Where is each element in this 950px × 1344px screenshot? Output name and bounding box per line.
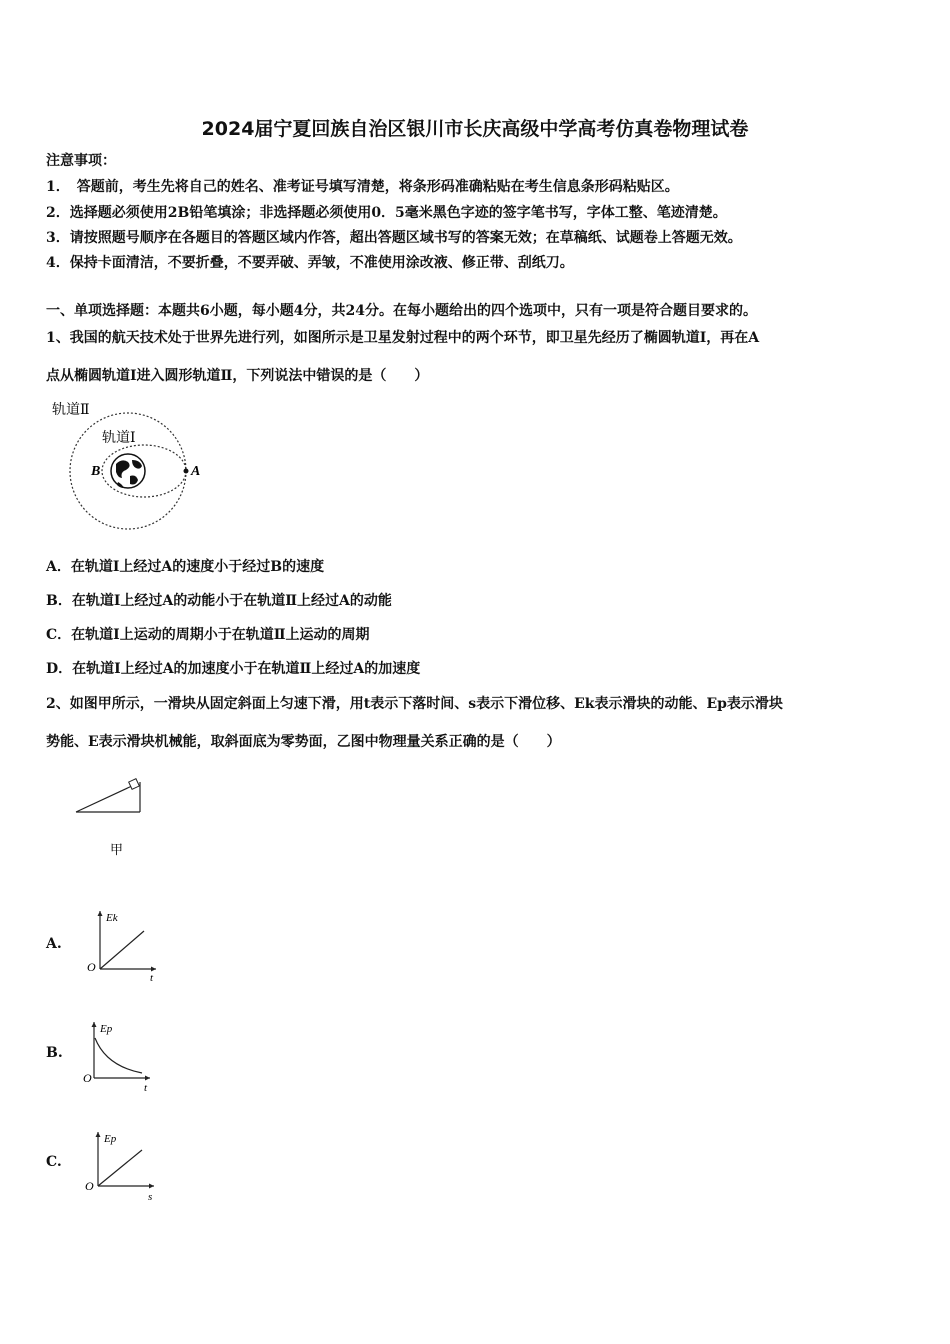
graph-c-line <box>98 1150 142 1186</box>
graph-c-origin: O <box>85 1179 94 1193</box>
graph-b <box>80 1016 160 1096</box>
question-1-option-c: C．在轨道Ⅰ上运动的周期小于在轨道Ⅱ上运动的周期 <box>46 627 370 643</box>
page-title: 2024届宁夏回族自治区银川市长庆高级中学高考仿真卷物理试卷 <box>201 118 749 140</box>
graph-b-y-label: Ep <box>100 1023 113 1035</box>
earth-icon <box>111 454 145 488</box>
orbit-2-label: 轨道Ⅱ <box>52 403 90 418</box>
graph-a-y-label: Ek <box>106 912 118 924</box>
question-1-stem-line2: 点从椭圆轨道Ⅰ进入圆形轨道Ⅱ，下列说法中错误的是（ ） <box>46 368 429 384</box>
graph-a-line <box>100 931 144 969</box>
incline-slope <box>76 785 134 812</box>
notice-heading: 注意事项： <box>46 153 116 169</box>
notice-item: 1． 答题前，考生先将自己的姓名、准考证号填写清楚，将条形码准确粘贴在考生信息条形码粘贴区。 <box>46 179 679 195</box>
graph-a <box>84 905 164 985</box>
figure-label-jia: 甲 <box>110 842 124 857</box>
question-1-stem-line1: 1、我国的航天技术处于世界先进行列，如图所示是卫星发射过程中的两个环节，即卫星先经历了椭圆轨道Ⅰ，再在A <box>46 330 760 346</box>
orbit-1-label: 轨道Ⅰ <box>102 431 136 446</box>
orbit-figure <box>48 398 208 538</box>
question-1-option-b: B．在轨道Ⅰ上经过A的动能小于在轨道Ⅱ上经过A的动能 <box>46 593 392 609</box>
graph-a-origin: O <box>87 960 96 974</box>
notice-item: 2．选择题必须使用2B铅笔填涂；非选择题必须使用0．5毫米黑色字迹的签字笔书写，字体工整、笔迹清楚。 <box>46 205 727 221</box>
point-b-label: B <box>91 464 101 479</box>
section-heading: 一、单项选择题：本题共6小题，每小题4分，共24分。在每小题给出的四个选项中，只有一项是符合题目要求的。 <box>46 303 757 319</box>
notice-item: 3．请按照题号顺序在各题目的答题区域内作答，超出答题区域书写的答案无效；在草稿纸、试题卷上答题无效。 <box>46 230 742 246</box>
incline-figure <box>70 770 160 862</box>
graph-a-x-label: t <box>150 972 154 984</box>
question-2-stem-line1: 2、如图甲所示，一滑块从固定斜面上匀速下滑，用t表示下落时间、s表示下滑位移、Ek表示滑块的动能、Ep表示滑块 <box>46 696 783 712</box>
notice-item: 4．保持卡面清洁，不要折叠，不要弄破、弄皱，不准使用涂改液、修正带、刮纸刀。 <box>46 255 574 271</box>
question-2-option-a-label: A. <box>46 936 62 952</box>
question-2-stem-line2: 势能、E表示滑块机械能，取斜面底为零势面，乙图中物理量关系正确的是（ ） <box>46 734 561 750</box>
graph-c-x-label: s <box>148 1191 153 1203</box>
slider-block <box>129 779 140 790</box>
graph-b-curve <box>95 1038 142 1073</box>
point-a-label: A <box>191 464 201 479</box>
question-1-option-a: A．在轨道Ⅰ上经过A的速度小于经过B的速度 <box>46 559 325 575</box>
point-a-marker <box>184 469 189 474</box>
question-1-option-d: D．在轨道Ⅰ上经过A的加速度小于在轨道Ⅱ上经过A的加速度 <box>46 661 421 677</box>
graph-b-origin: O <box>83 1071 92 1085</box>
question-2-option-c-label: C. <box>46 1154 62 1170</box>
graph-c-y-label: Ep <box>104 1133 117 1145</box>
question-2-option-b-label: B. <box>46 1045 63 1061</box>
graph-c <box>82 1126 162 1206</box>
graph-b-x-label: t <box>144 1082 148 1094</box>
